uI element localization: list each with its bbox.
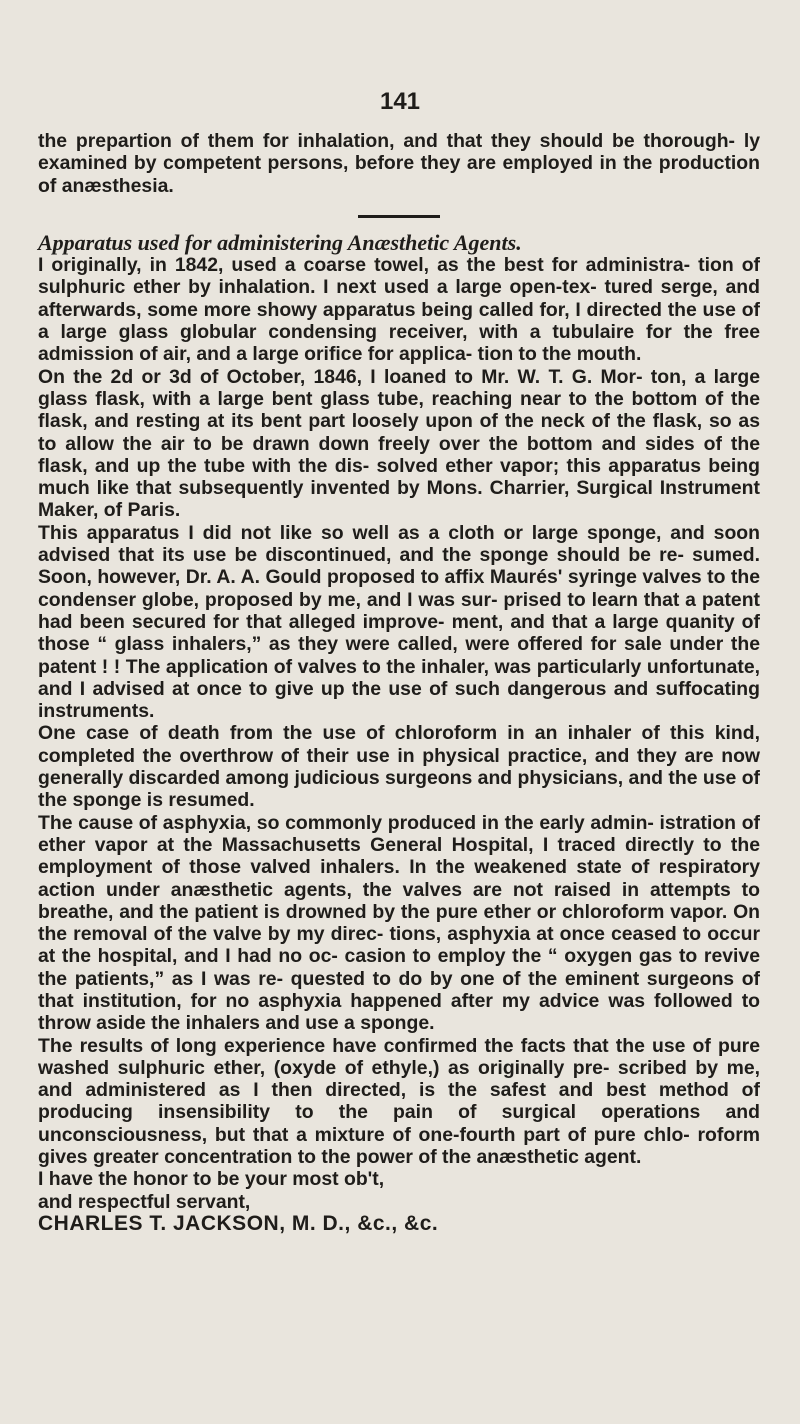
closing-line-2: and respectful servant, (38, 1190, 251, 1213)
paragraph-6: The results of long experience have confirmed the facts that the use of pure washed sulphuric ether, (oxyde of ethyle,) as originally pre- scribed by me, and administered as I then directed, is the safest and best method of producing insensibility to the pain of surgical operations and unconsciousness, but that a mixture of one-fourth part of pure chlo- roform gives greater concentration to the power of the anæsthetic agent. (38, 1034, 760, 1169)
section-heading: Apparatus used for administering Anæsthetic Agents. (38, 229, 522, 255)
page-number: 141 (379, 88, 421, 115)
paragraph-5: The cause of asphyxia, so commonly produced in the early admin- istration of ether vapor at the Massachusetts General Hospital, I traced directly to the employment of those valved inhalers. In the weakened state of respiratory action under anæsthetic agents, the valves are not raised in attempts to breathe, and the patient is drowned by the pure ether or chloroform vapor. On the removal of the valve by my direc- tions, asphyxia at once ceased to occur at the hospital, and I had no oc- casion to employ the “ oxygen gas to revive the patients,” as I was re- quested to do by one of the eminent surgeons of that institution, for no asphyxia happened after my advice was followed to throw aside the inhalers and use a sponge. (38, 811, 760, 1035)
closing-line-1: I have the honor to be your most ob't, (38, 1168, 385, 1191)
paragraph-3: This apparatus I did not like so well as a cloth or large sponge, and soon advised that its use be discontinued, and the sponge should be re- sumed. Soon, however, Dr. A. A. Gould proposed to affix Maurés' syringe valves to the condenser globe, proposed by me, and I was sur- prised to learn that a patent had been secured for that alleged improve- ment, and that a large quanity of those “ glass inhalers,” as they were called, were offered for sale under the patent ! ! The application of valves to the inhaler, was particularly unfortunate, and I advised at once to give up the use of such dangerous and suffocating instruments. (38, 521, 760, 723)
paragraph-1: I originally, in 1842, used a coarse towel, as the best for administra- tion of sulphuric ether by inhalation. I next used a large open-tex- tured serge, and afterwards, some more showy apparatus being called for, I directed the use of a large glass globular condensing receiver, with a tubulaire for the free admission of air, and a large orifice for applica- tion to the mouth. (38, 254, 760, 366)
paragraph-4: One case of death from the use of chloroform in an inhaler of this kind, completed the overthrow of their use in physical practice, and they are now generally discarded among judicious surgeons and physicians, and the use of the sponge is resumed. (38, 722, 760, 812)
signature: CHARLES T. JACKSON, M. D., &c., &c. (38, 1211, 439, 1235)
body-text (38, 130, 760, 1235)
paragraph-2: On the 2d or 3d of October, 1846, I loaned to Mr. W. T. G. Mor- ton, a large glass flask, with a large bent glass tube, reaching near to the bottom of the flask, and resting at its bent part loosely upon of the neck of the flask, so as to allow the air to be drawn down freely over the bottom and sides of the flask, and up the tube with the dis- solved ether vapor; this apparatus being much like that subsequently invented by Mons. Charrier, Surgical Instrument Maker, of Paris. (38, 365, 760, 522)
section-divider (358, 215, 440, 218)
intro-paragraph: the prepartion of them for inhalation, and that they should be thorough- ly examined by competent persons, before they are employed in the production of anæsthesia. (38, 130, 760, 197)
